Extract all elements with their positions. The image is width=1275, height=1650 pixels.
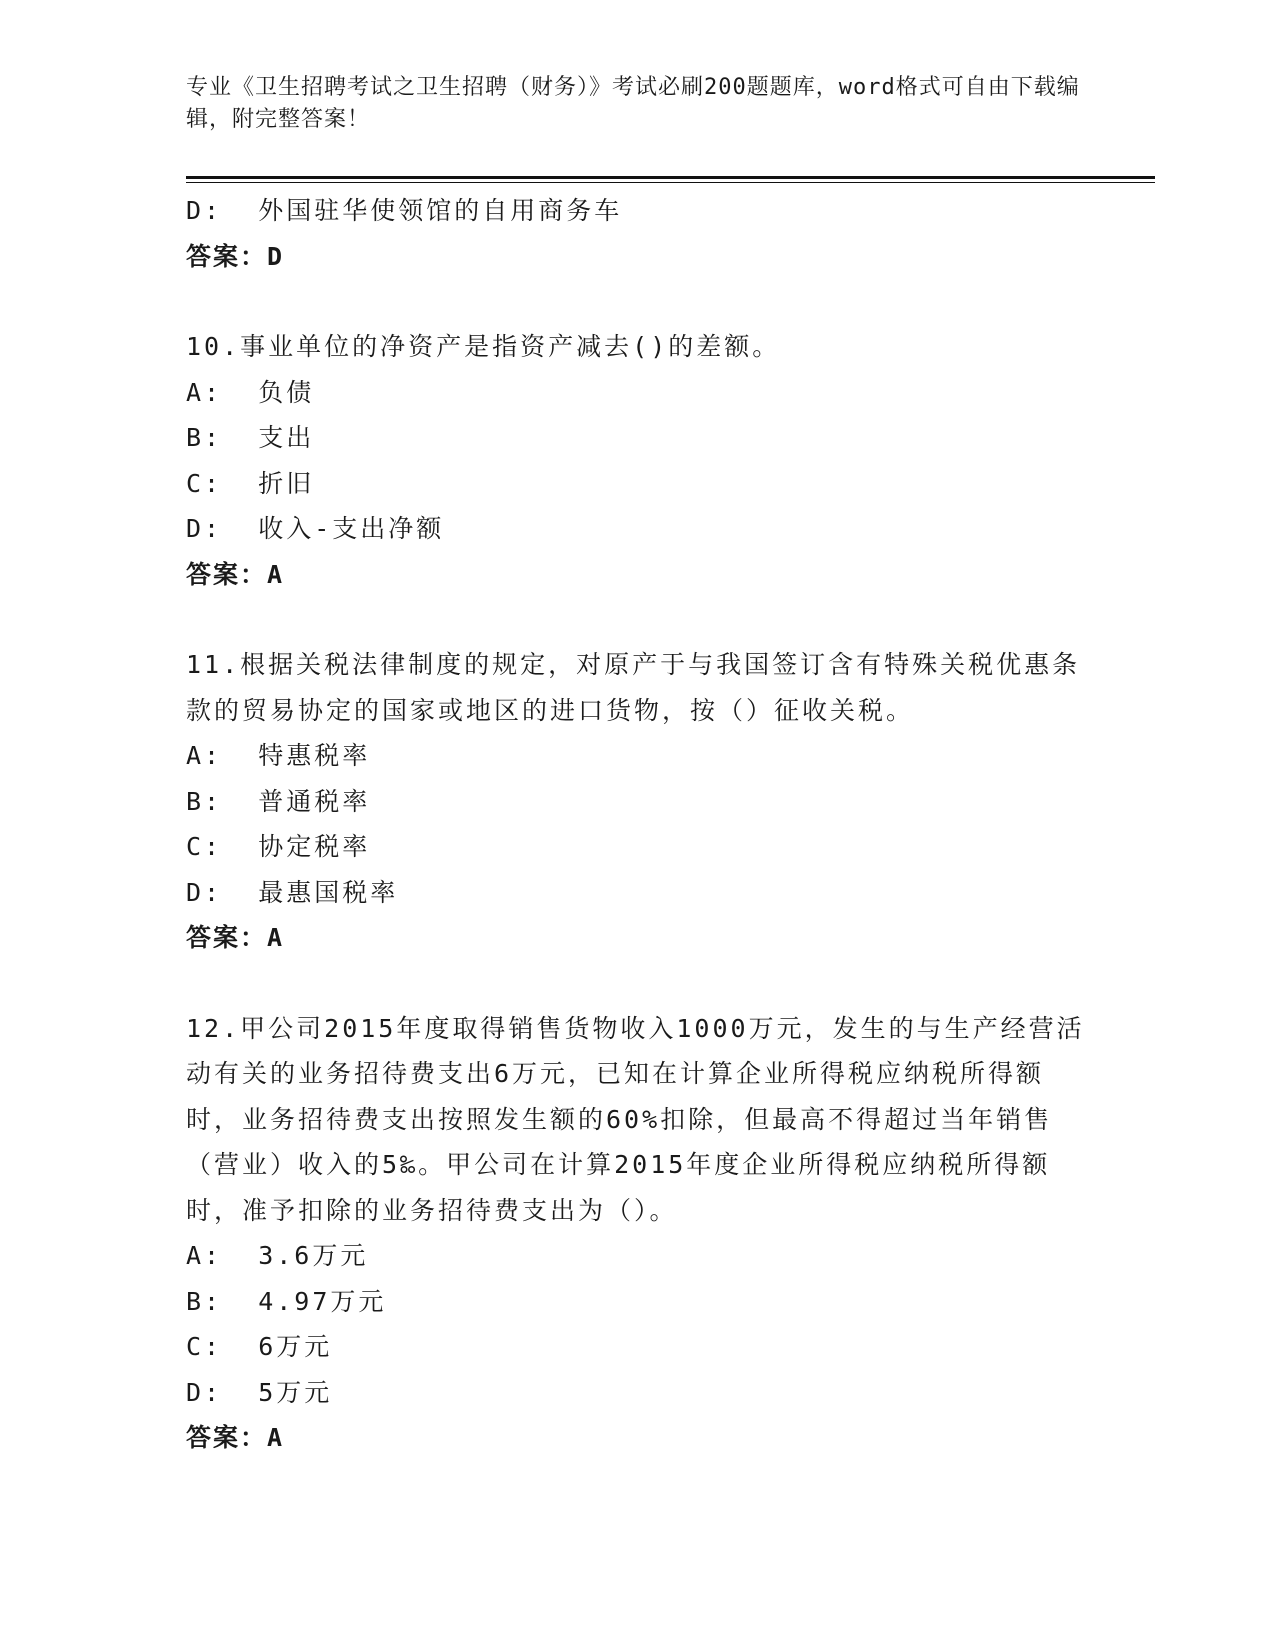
header-divider-thick [186,176,1155,179]
question-12 [186,1006,1086,1461]
header-title: 专业《卫生招聘考试之卫生招聘（财务）》考试必刷200题题库，word格式可自由下载编辑，附完整答案！ [186,75,1080,132]
option-c: C: 折旧 [186,468,315,498]
option-d: D: 外国驻华使领馆的自用商务车 [186,196,623,225]
question-list [186,188,1086,1461]
header-divider-thin [186,182,1155,183]
answer-line: 答案：A [186,1423,285,1452]
option-d: D: 收入-支出净额 [186,514,445,543]
option-d: D: 最惠国税率 [186,877,399,907]
question-stem: 10.事业单位的净资产是指资产减去()的差额。 [186,332,781,361]
answer-line: 答案：A [186,923,285,952]
spacer [186,279,1086,324]
option-b: B: 支出 [186,423,315,452]
answer-line: 答案：D [186,241,285,271]
option-a: A: 特惠税率 [186,741,371,770]
document-header [186,72,1086,136]
question-fragment [186,188,1086,279]
option-a: A: 3.6万元 [186,1241,369,1270]
option-a: A: 负债 [186,377,315,407]
spacer [186,597,1086,642]
option-c: C: 协定税率 [186,832,371,861]
option-c: C: 6万元 [186,1332,333,1361]
option-d: D: 5万元 [186,1377,333,1407]
question-11 [186,642,1086,961]
spacer [186,961,1086,1006]
question-stem: 12.甲公司2015年度取得销售货物收入1000万元，发生的与生产经营活动有关的业务招待费支出6万元，已知在计算企业所得税应纳税所得额时，业务招待费支出按照发生额的60%扣除，但最高不得超过当年销售（营业）收入的5‰。甲公司在计算2015年度企业所得税应纳税所得额时，准予扣除的业务招待费支出为（）。 [186,1013,1085,1225]
question-stem: 11.根据关税法律制度的规定，对原产于与我国签订含有特殊关税优惠条款的贸易协定的国家或地区的进口货物，按（）征收关税。 [186,650,1081,725]
answer-line: 答案：A [186,559,285,589]
question-10 [186,324,1086,597]
option-b: B: 普通税率 [186,786,371,816]
option-b: B: 4.97万元 [186,1286,387,1316]
